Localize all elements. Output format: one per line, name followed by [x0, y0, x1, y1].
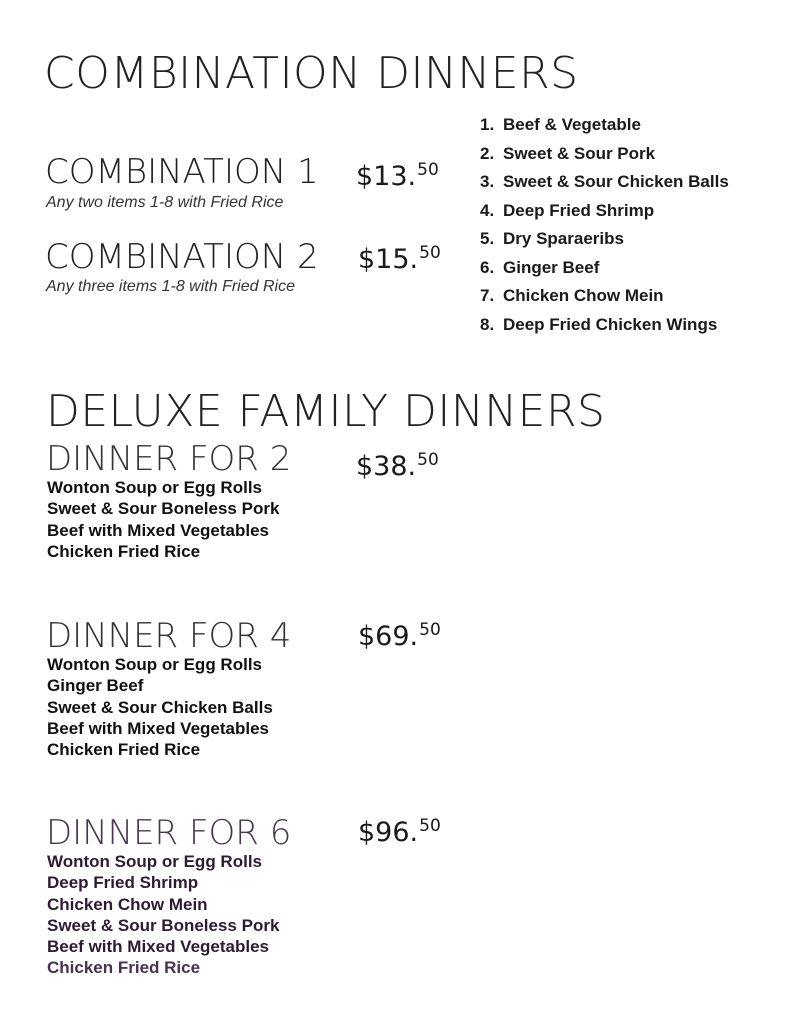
- list-item: Chicken Fried Rice: [47, 958, 201, 978]
- item-name: Ginger Beef: [503, 257, 600, 277]
- dinner-for-6-price-cents: 50: [419, 816, 441, 836]
- list-item: Chicken Chow Mein: [47, 894, 208, 914]
- dinner-for-6-dishes: [47, 851, 279, 979]
- dinner-for-4-price: [358, 620, 441, 653]
- combination-2-price-cents: 50: [419, 243, 441, 263]
- list-item: Beef with Mixed Vegetables: [47, 718, 270, 738]
- list-item: Ginger Beef: [47, 676, 144, 696]
- list-item: Wonton Soup or Egg Rolls: [47, 852, 262, 871]
- list-item: [480, 282, 729, 311]
- list-item: [480, 254, 729, 283]
- list-item: Deep Fried Shrimp: [47, 873, 199, 893]
- list-item: Sweet & Sour Chicken Balls: [47, 697, 273, 717]
- combination-1-price: [356, 160, 439, 193]
- list-item: [480, 311, 729, 340]
- item-number: 1.: [480, 115, 495, 134]
- list-item: [480, 225, 729, 254]
- item-name: Sweet & Sour Chicken Balls: [503, 172, 729, 191]
- list-item: [480, 168, 729, 197]
- dinner-for-4-price-main: $69.: [358, 621, 419, 653]
- dinner-for-2-title: DINNER FOR 2: [46, 439, 292, 479]
- dinner-for-2-price-main: $38.: [356, 451, 417, 483]
- combination-item-list: [480, 111, 729, 339]
- deluxe-family-dinners-heading: DELUXE FAMILY DINNERS: [46, 386, 606, 437]
- combination-dinners-heading: COMBINATION DINNERS: [44, 48, 579, 99]
- combination-1-price-main: $13.: [356, 161, 417, 193]
- dinner-for-2-dishes: [47, 477, 279, 562]
- list-item: Wonton Soup or Egg Rolls: [47, 655, 262, 674]
- dinner-for-4-price-cents: 50: [419, 620, 441, 640]
- combination-1-subtitle: Any two items 1-8 with Fried Rice: [46, 194, 284, 211]
- list-item: Chicken Fried Rice: [47, 740, 201, 760]
- list-item: Beef with Mixed Vegetables: [47, 520, 270, 540]
- item-number: 7.: [480, 286, 495, 305]
- item-number: 8.: [480, 314, 495, 334]
- dinner-for-2-price-cents: 50: [417, 450, 439, 470]
- combination-2-title: COMBINATION 2: [45, 237, 319, 277]
- combination-1-title: COMBINATION 1: [45, 152, 319, 192]
- list-item: Wonton Soup or Egg Rolls: [47, 478, 262, 497]
- item-number: 4.: [480, 200, 495, 220]
- item-number: 6.: [480, 257, 495, 277]
- list-item: [480, 197, 729, 226]
- item-number: 5.: [480, 229, 495, 248]
- list-item: [480, 111, 729, 140]
- item-name: Deep Fried Shrimp: [503, 200, 655, 220]
- dinner-for-4-dishes: [47, 654, 273, 760]
- combination-2-subtitle: Any three items 1-8 with Fried Rice: [46, 278, 295, 295]
- combination-2-price: [358, 243, 441, 276]
- dinner-for-2-price: [356, 450, 439, 483]
- item-name: Deep Fried Chicken Wings: [503, 314, 718, 334]
- list-item: Chicken Fried Rice: [47, 541, 201, 561]
- item-number: 3.: [480, 172, 495, 191]
- item-name: Dry Sparaeribs: [503, 229, 624, 248]
- combination-2-price-main: $15.: [358, 244, 419, 276]
- item-name: Chicken Chow Mein: [503, 286, 664, 305]
- dinner-for-6-price-main: $96.: [358, 817, 419, 849]
- dinner-for-6-price: [358, 816, 441, 849]
- item-number: 2.: [480, 143, 495, 163]
- list-item: Sweet & Sour Boneless Pork: [47, 499, 280, 519]
- item-name: Sweet & Sour Pork: [503, 143, 656, 163]
- dinner-for-6-title: DINNER FOR 6: [46, 813, 292, 853]
- list-item: [480, 140, 729, 169]
- dinner-for-4-title: DINNER FOR 4: [46, 616, 292, 656]
- list-item: Beef with Mixed Vegetables: [47, 937, 270, 957]
- list-item: Sweet & Sour Boneless Pork: [47, 915, 280, 935]
- item-name: Beef & Vegetable: [503, 115, 641, 134]
- combination-1-price-cents: 50: [417, 160, 439, 180]
